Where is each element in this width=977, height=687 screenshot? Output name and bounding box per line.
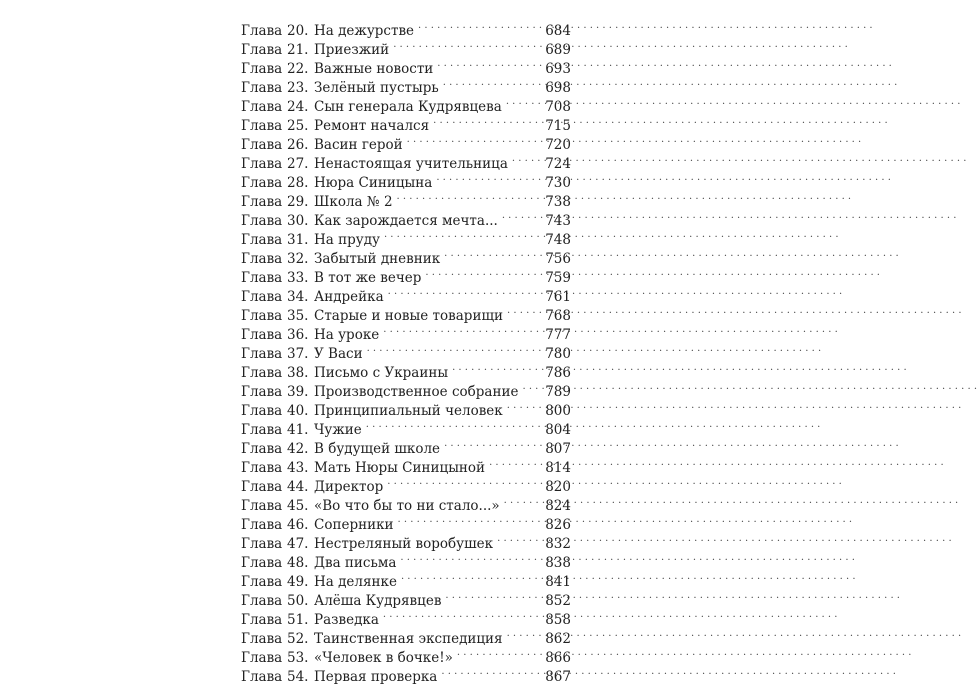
chapter-title: «Человек в бочке!»: [314, 650, 453, 666]
chapter-title: Важные новости: [314, 61, 434, 77]
chapter-label: Глава: [241, 555, 283, 571]
chapter-number: 43.: [287, 460, 309, 476]
chapter-number: 38.: [287, 365, 309, 381]
chapter-number: 48.: [287, 555, 309, 571]
chapter-number: 28.: [287, 175, 309, 191]
dot-leader: [437, 54, 544, 73]
dot-leader: [387, 472, 544, 491]
chapter-title: Разведка: [314, 612, 379, 628]
chapter-number: 39.: [287, 384, 309, 400]
chapter-number: 30.: [287, 213, 309, 229]
chapter-label: Глава: [241, 441, 283, 457]
page-number: 826: [545, 517, 571, 533]
chapter-title: Письмо с Украины: [314, 365, 449, 381]
chapter-title: Андрейка: [314, 289, 384, 305]
chapter-label: Глава: [241, 593, 283, 609]
chapter-label: Глава: [241, 536, 283, 552]
page-number: 838: [545, 555, 571, 571]
chapter-number: 32.: [287, 251, 309, 267]
dot-leader: [497, 529, 544, 548]
chapter-title: Мать Нюры Синицыной: [314, 460, 486, 476]
chapter-title: В будущей школе: [314, 441, 441, 457]
chapter-title: Приезжий: [314, 42, 390, 58]
chapter-title: Забытый дневник: [314, 251, 441, 267]
page-number: 832: [545, 536, 571, 552]
chapter-title: Старые и новые товарищи: [314, 308, 503, 324]
dot-leader: [502, 206, 544, 225]
chapter-label: Глава: [241, 23, 283, 39]
chapter-number: 24.: [287, 99, 309, 115]
chapter-label: Глава: [241, 517, 283, 533]
dot-leader: [384, 225, 544, 244]
page-number: 761: [545, 289, 571, 305]
chapter-number: 21.: [287, 42, 309, 58]
page-number: 708: [545, 99, 571, 115]
page-number: 786: [545, 365, 571, 381]
dot-leader: [388, 282, 545, 301]
dot-leader: [504, 491, 545, 510]
chapter-number: 54.: [287, 669, 309, 685]
dot-leader: [443, 73, 545, 92]
chapter-label: Глава: [241, 99, 283, 115]
page-number: 698: [545, 80, 571, 96]
table-of-contents: [241, 16, 571, 685]
dot-leader: [452, 358, 544, 377]
dot-leader: [397, 187, 545, 206]
chapter-title: Алёша Кудрявцев: [314, 593, 442, 609]
chapter-title: Ненастоящая учительница: [314, 156, 508, 172]
dot-leader: [383, 605, 544, 624]
page-number: 777: [545, 327, 571, 343]
chapter-number: 51.: [287, 612, 309, 628]
chapter-number: 22.: [287, 61, 309, 77]
dot-leader: [444, 244, 544, 263]
chapter-title: «Во что бы то ни стало...»: [314, 498, 500, 514]
chapter-title: Первая проверка: [314, 669, 438, 685]
chapter-title: Школа № 2: [314, 194, 393, 210]
chapter-title: В тот же вечер: [314, 270, 422, 286]
page-number: 867: [545, 669, 571, 685]
page-number: 689: [545, 42, 571, 58]
chapter-label: Глава: [241, 156, 283, 172]
chapter-number: 53.: [287, 650, 309, 666]
chapter-title: Васин герой: [314, 137, 403, 153]
page-number: 738: [545, 194, 571, 210]
chapter-label: Глава: [241, 194, 283, 210]
dot-leader: [400, 548, 544, 567]
page-number: 807: [545, 441, 571, 457]
chapter-number: 36.: [287, 327, 309, 343]
chapter-label: Глава: [241, 270, 283, 286]
dot-leader: [457, 643, 544, 662]
chapter-number: 25.: [287, 118, 309, 134]
chapter-label: Глава: [241, 612, 283, 628]
chapter-title: На пруду: [314, 232, 380, 248]
chapter-number: 35.: [287, 308, 309, 324]
page-number: 800: [545, 403, 571, 419]
chapter-title: Соперники: [314, 517, 394, 533]
chapter-title: Чужие: [314, 422, 362, 438]
page-number: 852: [545, 593, 571, 609]
dot-leader: [441, 662, 544, 681]
chapter-label: Глава: [241, 384, 283, 400]
toc-entry: [241, 16, 571, 39]
chapter-number: 41.: [287, 422, 309, 438]
chapter-title: Нестреляный воробушек: [314, 536, 494, 552]
chapter-label: Глава: [241, 251, 283, 267]
chapter-label: Глава: [241, 365, 283, 381]
chapter-number: 23.: [287, 80, 309, 96]
dot-leader: [367, 339, 545, 358]
page-number: 759: [545, 270, 571, 286]
chapter-number: 49.: [287, 574, 309, 590]
page-number: 768: [545, 308, 571, 324]
chapter-title: Сын генерала Кудрявцева: [314, 99, 502, 115]
chapter-title: Зелёный пустырь: [314, 80, 439, 96]
dot-leader: [383, 320, 544, 339]
chapter-title: Два письма: [314, 555, 397, 571]
chapter-title: Нюра Синицына: [314, 175, 433, 191]
chapter-label: Глава: [241, 42, 283, 58]
chapter-title: На дежурстве: [314, 23, 415, 39]
chapter-number: 33.: [287, 270, 309, 286]
page-number: 866: [545, 650, 571, 666]
chapter-number: 50.: [287, 593, 309, 609]
chapter-number: 47.: [287, 536, 309, 552]
chapter-number: 40.: [287, 403, 309, 419]
chapter-label: Глава: [241, 479, 283, 495]
dot-leader: [433, 111, 544, 130]
dot-leader: [418, 16, 544, 35]
chapter-title: Принципиальный человек: [314, 403, 503, 419]
dot-leader: [436, 168, 544, 187]
page-number: 824: [545, 498, 571, 514]
chapter-number: 46.: [287, 517, 309, 533]
page-number: 724: [545, 156, 571, 172]
page-number: 841: [545, 574, 571, 590]
page-number: 862: [545, 631, 571, 647]
page-number: 748: [545, 232, 571, 248]
dot-leader: [398, 510, 545, 529]
chapter-label: Глава: [241, 118, 283, 134]
dot-leader: [489, 453, 544, 472]
dot-leader: [507, 624, 545, 643]
chapter-title: У Васи: [314, 346, 363, 362]
chapter-title: На уроке: [314, 327, 380, 343]
page-number: 858: [545, 612, 571, 628]
page-number: 684: [545, 23, 571, 39]
chapter-label: Глава: [241, 213, 283, 229]
dot-leader: [444, 434, 544, 453]
page-number: 780: [545, 346, 571, 362]
page-number: 730: [545, 175, 571, 191]
chapter-number: 26.: [287, 137, 309, 153]
dot-leader: [507, 396, 544, 415]
chapter-title: Директор: [314, 479, 384, 495]
chapter-number: 31.: [287, 232, 309, 248]
chapter-title: Ремонт начался: [314, 118, 430, 134]
chapter-label: Глава: [241, 460, 283, 476]
chapter-title: Как зарождается мечта...: [314, 213, 498, 229]
chapter-title: Производственное собрание: [314, 384, 519, 400]
chapter-number: 45.: [287, 498, 309, 514]
page-number: 804: [545, 422, 571, 438]
chapter-label: Глава: [241, 61, 283, 77]
dot-leader: [506, 92, 544, 111]
chapter-number: 20.: [287, 23, 309, 39]
dot-leader: [401, 567, 544, 586]
chapter-label: Глава: [241, 175, 283, 191]
page-number: 820: [545, 479, 571, 495]
page-number: 715: [545, 118, 571, 134]
page-number: 789: [545, 384, 571, 400]
dot-leader: [366, 415, 544, 434]
chapter-label: Глава: [241, 308, 283, 324]
chapter-label: Глава: [241, 498, 283, 514]
chapter-number: 44.: [287, 479, 309, 495]
page-number: 743: [545, 213, 571, 229]
dot-leader: [407, 130, 545, 149]
dot-leader: [445, 586, 544, 605]
chapter-title: Таинственная экспедиция: [314, 631, 503, 647]
chapter-number: 27.: [287, 156, 309, 172]
dot-leader: [507, 301, 544, 320]
chapter-label: Глава: [241, 137, 283, 153]
page-number: 814: [545, 460, 571, 476]
chapter-label: Глава: [241, 327, 283, 343]
dot-leader: [522, 377, 544, 396]
chapter-label: Глава: [241, 80, 283, 96]
dot-leader: [393, 35, 544, 54]
chapter-label: Глава: [241, 631, 283, 647]
chapter-number: 29.: [287, 194, 309, 210]
dot-leader: [425, 263, 544, 282]
chapter-number: 42.: [287, 441, 309, 457]
chapter-label: Глава: [241, 669, 283, 685]
chapter-label: Глава: [241, 422, 283, 438]
page-number: 720: [545, 137, 571, 153]
chapter-number: 52.: [287, 631, 309, 647]
dot-leader: [512, 149, 544, 168]
chapter-label: Глава: [241, 403, 283, 419]
chapter-label: Глава: [241, 232, 283, 248]
page-number: 693: [545, 61, 571, 77]
chapter-label: Глава: [241, 650, 283, 666]
chapter-label: Глава: [241, 289, 283, 305]
chapter-label: Глава: [241, 574, 283, 590]
chapter-number: 37.: [287, 346, 309, 362]
chapter-label: Глава: [241, 346, 283, 362]
chapter-number: 34.: [287, 289, 309, 305]
chapter-title: На делянке: [314, 574, 397, 590]
page-number: 756: [545, 251, 571, 267]
